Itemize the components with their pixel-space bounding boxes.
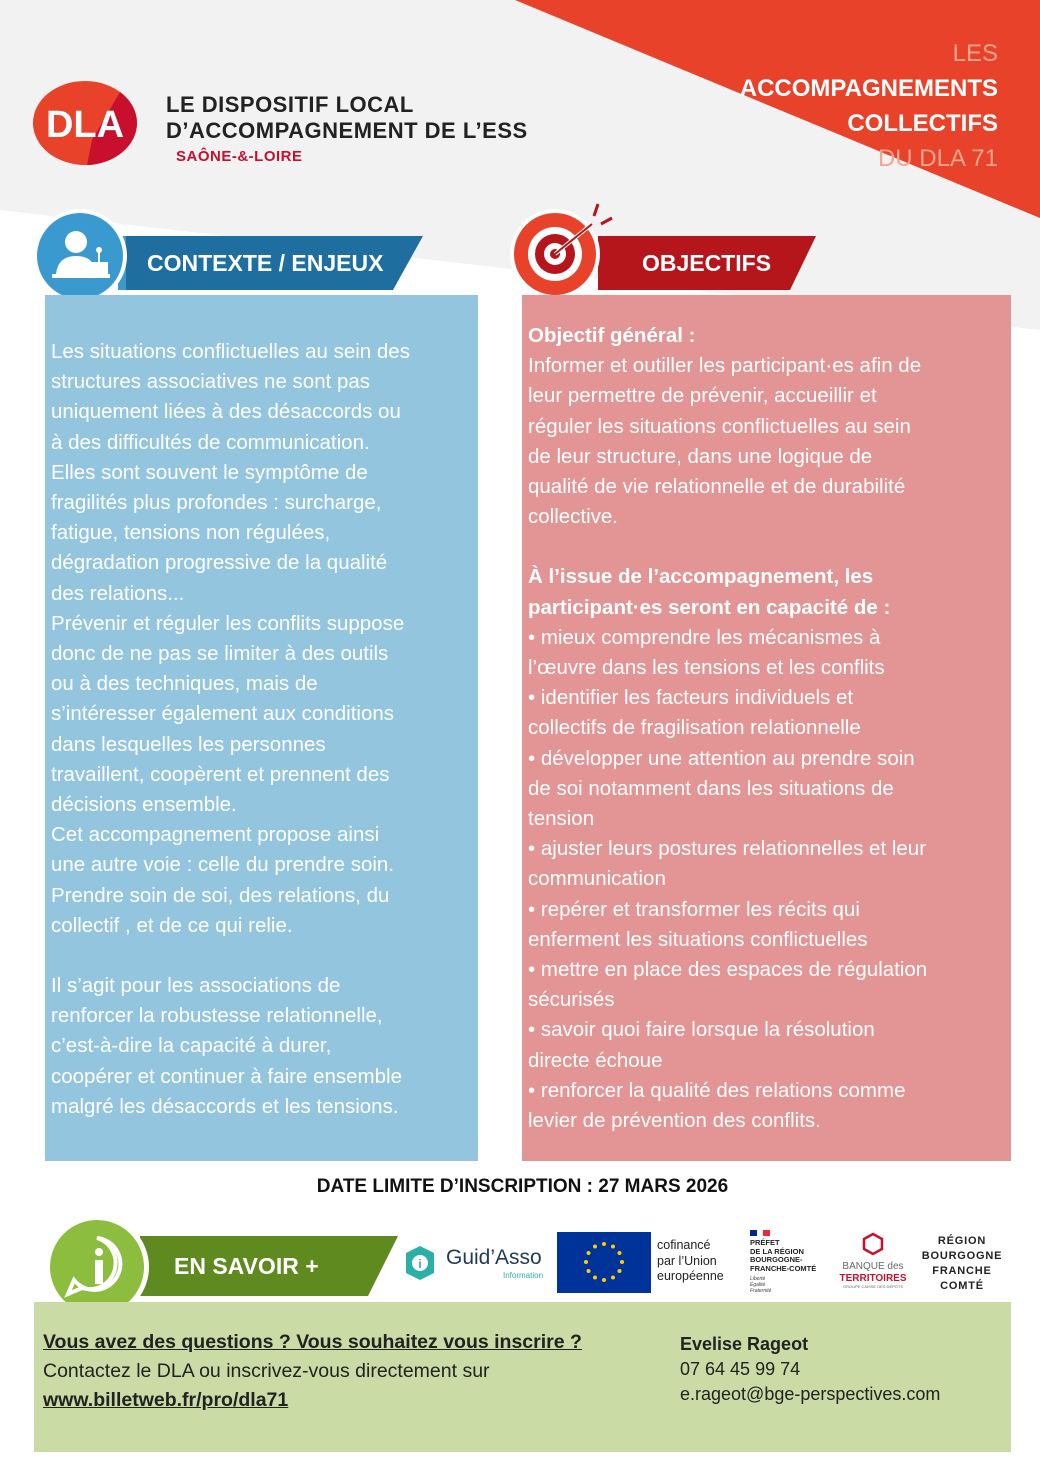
info-heading: EN SAVOIR + (174, 1252, 319, 1279)
eu-cofinance-text: cofinancé par l’Union européenne (657, 1238, 724, 1283)
contact-name: Evelise Rageot (680, 1334, 809, 1354)
objectif-item: • mieux comprendre les mécanismes à l’œuvre dans les tensions et les conflits (528, 625, 885, 680)
corner-line-3: COLLECTIFS (847, 110, 998, 137)
objectifs-panel (522, 295, 1011, 1161)
corner-line-1: LES (952, 40, 998, 67)
objectif-item: • développer une attention au prendre soin de soi notamment dans les situations de tension (528, 746, 915, 831)
prefet-motto: Liberté Égalité Fraternité (750, 1276, 772, 1294)
objectif-general-title: Objectif général : (528, 324, 696, 347)
contact-text: Contactez le DLA ou inscrivez-vous directement sur (43, 1360, 490, 1382)
prefet-text: PRÉFET DE LA RÉGION BOURGOGNE- FRANCHE-COMTÉ (750, 1238, 817, 1273)
bdt-line-3: GROUPE CAISSE DES DÉPÔTS (842, 1284, 903, 1289)
org-title-line-2: D’ACCOMPAGNEMENT DE L’ESS (166, 118, 528, 143)
target-icon (508, 200, 624, 300)
objectif-item: • renforcer la qualité des relations comme levier de prévention des conflits. (528, 1078, 906, 1133)
contact-phone[interactable]: 07 64 45 99 74 (680, 1359, 801, 1379)
billetweb-link[interactable]: www.billetweb.fr/pro/dla71 (43, 1389, 289, 1411)
corner-line-2: ACCOMPAGNEMENTS (739, 75, 998, 102)
objectif-item: • savoir quoi faire lorsque la résolution directe échoue (528, 1018, 875, 1072)
corner-line-4: DU DLA 71 (877, 145, 998, 172)
objectifs-heading: OBJECTIFS (642, 249, 772, 276)
bdt-line-1: BANQUE des (842, 1261, 904, 1272)
eu-flag-icon (557, 1232, 651, 1293)
objectif-item: • identifier les facteurs individuels et collectifs de fragilisation relationnelle (528, 686, 861, 740)
contact-email[interactable]: e.rageot@bge-perspectives.com (680, 1384, 941, 1404)
logo-text: DLA (45, 104, 125, 146)
bdt-line-2: TERRITOIRES (839, 1273, 907, 1284)
contexte-panel (45, 295, 478, 1161)
hexagon-icon (862, 1232, 884, 1256)
registration-deadline: DATE LIMITE D’INSCRIPTION : 27 MARS 2026 (316, 1176, 729, 1197)
french-flag-icon (750, 1230, 770, 1236)
svg-text:i: i (418, 1257, 422, 1271)
corner-title (740, 36, 998, 176)
org-subtitle: SAÔNE-&-LOIRE (176, 148, 303, 165)
region-bfc-logo: RÉGION BOURGOGNE FRANCHE COMTÉ (921, 1235, 1003, 1292)
guidasso-name: Guid’Asso (446, 1246, 542, 1269)
contexte-paragraph-2: Il s’agit pour les associations de renforcer la robustesse relationnelle, c’est-à-dire la capacité à durer, coopérer et continuer à faire ensemble malgré les désaccords et les tensions. (51, 974, 402, 1118)
org-title-line-1: LE DISPOSITIF LOCAL (166, 92, 414, 117)
questions-title: Vous avez des questions ? Vous souhaitez vous inscrire ? (43, 1331, 582, 1353)
speaker-person-icon (32, 208, 128, 304)
objectif-item: • repérer et transformer les récits qui enferment les situations conflictuelles (528, 897, 868, 951)
prefet-logo (750, 1230, 830, 1294)
objectif-issue-title: À l’issue de l’accompagnement, les participant·es seront en capacité de : (528, 565, 891, 619)
objectif-item: • ajuster leurs postures relationnelles et leur communication (528, 837, 927, 891)
objectif-item: • mettre en place des espaces de régulation sécurisés (528, 958, 928, 1012)
objectif-general-text: Informer et outiller les participant·es afin de leur permettre de prévenir, accueillir et réguler les situations conflictuelles au sein de leur structure, dans une logique de qualité de vie relationnelle et de durabilité collective. (528, 354, 922, 529)
banque-territoires-logo (838, 1232, 908, 1289)
contexte-heading: CONTEXTE / ENJEUX (147, 249, 384, 276)
org-title (166, 92, 528, 144)
guidasso-sub: Information (503, 1271, 544, 1280)
dla-logo (32, 80, 138, 166)
contexte-paragraph-1: Les situations conflictuelles au sein des structures associatives ne sont pas uniquement liées à des désaccords ou à des difficultés de communication. Elles sont souvent le symptôme de fragilités plus profondes : surcharge, fatigue, tensions non régulées, dégradation progressive de la qualité des relations... Prévenir et réguler les conflits suppose donc de ne pas se limiter à des outils ou à des techniques, mais de s’intéresser également aux conditions dans lesquelles les personnes travaillent, coopèrent et prennent des décisions ensemble. Cet accompagnement propose ainsi une autre voie : celle du prendre soin. Prendre soin de soi, des relations, du collectif , et de ce qui relie. (51, 340, 410, 937)
